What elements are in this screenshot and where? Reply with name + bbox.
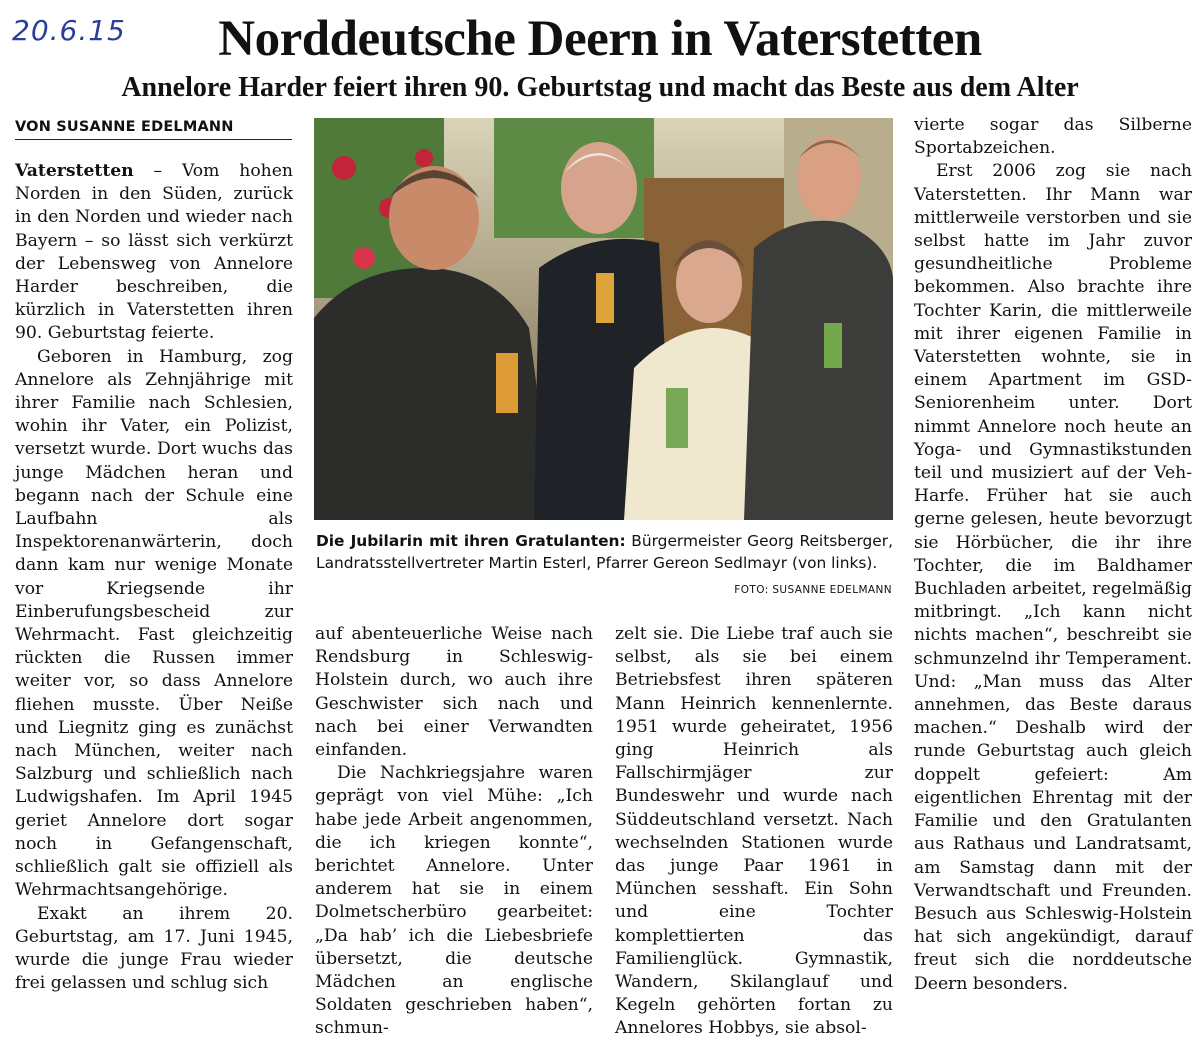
paragraph: auf abenteuerliche Weise nach Rendsburg in Schleswig-Holstein durch, wo auch ihre Geschwister sich nach und nach bei einer Verwandten einfanden. bbox=[315, 624, 593, 761]
byline: VON SUSANNE EDELMANN bbox=[15, 119, 292, 140]
caption-text: Bürgermeister Georg Reitsberger, Landratsstellvertreter Martin Esterl, Pfarrer Gereon Sedlmayr (von links). bbox=[316, 532, 894, 572]
paragraph: zelt sie. Die Liebe traf auch sie selbst, als sie bei einem Betriebsfest ihren späteren Mann Heinrich kennenlernte. 1951 wurde geheiratet, 1956 ging Heinrich als Fallschirmjäger zur Bundeswehr und wurde nach Süddeutschland versetzt. Nach wechselnden Stationen wurde das junge Paar 1961 in München sesshaft. Ein Sohn und eine Tochter komplettierten das Familienglück. Gymnastik, Wandern, Skilanglauf und Kegeln gehörten fortan zu Annelores Hobbys, sie absol- bbox=[615, 624, 893, 1039]
paragraph: Die Nachkriegsjahre waren geprägt von viel Mühe: „Ich habe jede Arbeit angenommen, die ich kriegen konnte“, berichtet Annelore. Unter anderem hat sie in einem Dolmetscherbüro gearbeitet: „Da hab’ ich die Liebesbriefe übersetzt, die deutsche Mädchen an englische Soldaten geschrieben haben“, schmun- bbox=[315, 763, 593, 1039]
article-column-3 bbox=[615, 623, 893, 1041]
paragraph: Exakt an ihrem 20. Geburtstag, am 17. Juni 1945, wurde die junge Frau wieder frei gelassen und schlug sich bbox=[15, 903, 293, 994]
handwritten-date: 20.6.15 bbox=[12, 14, 126, 47]
article-column-1 bbox=[15, 160, 293, 995]
photo-credit: FOTO: SUSANNE EDELMANN bbox=[734, 584, 892, 596]
subheadline: Annelore Harder feiert ihren 90. Geburtstag und macht das Beste aus dem Alter bbox=[121, 72, 1079, 103]
caption-lead: Die Jubilarin mit ihren Gratulanten: bbox=[316, 532, 626, 550]
dateline: Vaterstetten bbox=[15, 161, 134, 181]
photo-caption bbox=[316, 530, 893, 574]
paragraph: Geboren in Hamburg, zog Annelore als Zehnjährige mit ihrer Familie nach Schlesien, wohin ihr Vater, ein Polizist, versetzt wurde. Dort wuchs das junge Mädchen heran und begann nach der Schule eine Laufbahn als Inspektorenanwärterin, doch dann kam nur wenige Monate vor Kriegsende ihr Einberufungsbescheid zur Wehrmacht. Fast gleichzeitig rückten die Russen immer weiter vor, so dass Annelore fliehen musste. Über Neiße und Liegnitz ging es zunächst nach München, weiter nach Salzburg und schließlich nach Ludwigshafen. Im April 1945 geriet Annelore dort sogar noch in Gefangenschaft, schließlich galt sie offiziell als Wehrmachtsangehörige. bbox=[15, 346, 293, 901]
article-column-4 bbox=[914, 114, 1192, 996]
paragraph bbox=[15, 160, 293, 346]
photo-illustration bbox=[314, 118, 893, 520]
paragraph: vierte sogar das Silberne Sportabzeichen. bbox=[914, 115, 1192, 159]
paragraph-text: – Vom hohen Norden in den Süden, zurück in den Norden und wieder nach Bayern – so lässt sich verkürzt der Lebensweg von Annelore Harder beschreiben, die kürzlich in Vaterstetten ihren 90. Geburtstag feierte. bbox=[15, 161, 293, 344]
group-photo bbox=[314, 118, 893, 520]
article-column-2 bbox=[315, 623, 593, 1041]
paragraph: Erst 2006 zog sie nach Vaterstetten. Ihr Mann war mittlerweile verstorben und sie selbst hatte im Jahr zuvor gesundheitliche Probleme bekommen. Also brachte ihre Tochter Karin, die mittlerweile mit ihrer eigenen Familie in Vaterstetten wohnte, sie in einem Apartment im GSD-Seniorenheim unter. Dort nimmt Annelore noch heute an Yoga- und Gymnastikstunden teil und musiziert auf der Veh-Harfe. Früher hat sie auch gerne gelesen, heute bevorzugt sie Hörbücher, die ihr ihre Tochter, die im Baldhamer Buchladen arbeitet, regelmäßig mitbringt. „Ich kann nicht nichts machen“, beschreibt sie schmunzelnd ihr Temperament. Und: „Man muss das Alter annehmen, das Beste daraus machen.“ Deshalb wird der runde Geburtstag auch gleich doppelt gefeiert: Am eigentlichen Ehrentag mit der Familie und den Gratulanten aus Rathaus und Landratsamt, am Samstag dann mit der Verwandtschaft und Freunden. Besuch aus Schleswig-Holstein hat sich angekündigt, darauf freut sich die norddeutsche Deern besonders. bbox=[914, 161, 1192, 994]
headline: Norddeutsche Deern in Vaterstetten bbox=[218, 11, 982, 67]
